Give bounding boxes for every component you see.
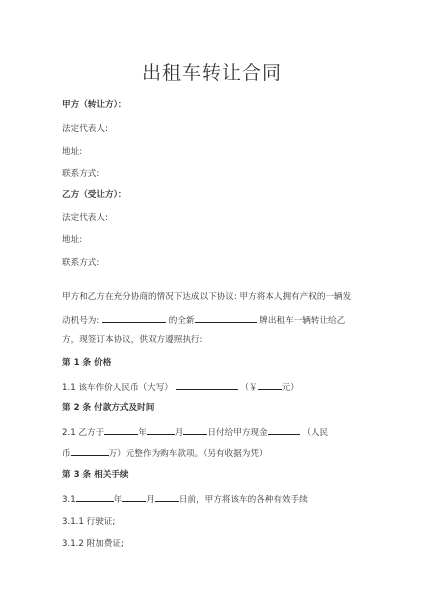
party-a-rep: 法定代表人: [62,124,108,134]
intro-line-2 [62,314,345,327]
engine-number-label: 动机号为: [62,316,100,326]
party-b-rep: 法定代表人: [62,213,108,223]
docs-month-blank [122,493,146,502]
article-2-heading: 第 2 条 付款方式及时间 [62,403,155,413]
price-yen-open: （￥ [240,383,258,393]
docs-day-blank [155,493,179,502]
article-3-heading: 第 3 条 相关手续 [62,470,129,480]
payment-prefix: 2.1 乙方于 [62,428,105,438]
price-label: 1.1 该车作价人民币（大写） [62,383,173,393]
price-yen-close: 元） [281,383,299,393]
payment-rmb-open: （人民 [302,428,329,438]
article-3-line-1 [62,493,308,506]
payment-day-blank [183,426,207,435]
docs-year-blank [76,493,114,502]
party-a-contact: 联系方式: [62,169,100,179]
party-b-contact: 联系方式: [62,258,100,268]
docs-month-label: 月 [146,495,155,505]
document-title: 出租车转让合同 [141,62,282,84]
intro-line-1: 甲方和乙方在充分协商的情况下达成以下协议: 甲方将本人拥有产权的一辆发 [62,292,352,302]
brand-prefix: 的全新 [168,316,195,326]
article-2-line-2 [62,447,268,460]
intro-line-3: 方，现签订本协议，供双方遵照执行: [62,335,203,345]
payment-month-blank [147,426,175,435]
payment-cash-blank [268,426,300,435]
payment-year-label: 年 [138,428,147,438]
article-3-line-3: 3.1.2 附加费证; [62,539,124,549]
payment-wan-blank [71,447,109,456]
article-3-line-2: 3.1.1 行驶证; [62,517,116,527]
party-b-heading: 乙方（受让方）： [62,190,127,200]
party-b-address: 地址: [62,235,83,245]
article-1-heading: 第 1 条 价格 [62,358,112,368]
brand-suffix: 牌出租车一辆转让给乙 [259,316,346,326]
article-2-line-1 [62,426,328,439]
article-1-line-1 [62,381,299,394]
payment-suffix: 万）元整作为购车款项。（另有收据为凭） [108,449,268,459]
party-a-heading: 甲方（转让方）： [62,100,127,110]
docs-prefix: 3.1 [62,495,76,505]
payment-year-blank [104,426,138,435]
payment-cash-label: 日付给甲方现金 [207,428,268,438]
docs-year-label: 年 [113,495,123,505]
docs-suffix: 日前，甲方将该车的各种有效手续 [178,495,308,505]
engine-number-blank [102,314,166,323]
brand-blank [195,314,257,323]
party-a-address: 地址: [62,147,83,157]
payment-currency-label: 币 [62,449,71,459]
payment-month-label: 月 [174,428,184,438]
price-number-blank [258,381,282,390]
price-words-blank [176,381,238,390]
